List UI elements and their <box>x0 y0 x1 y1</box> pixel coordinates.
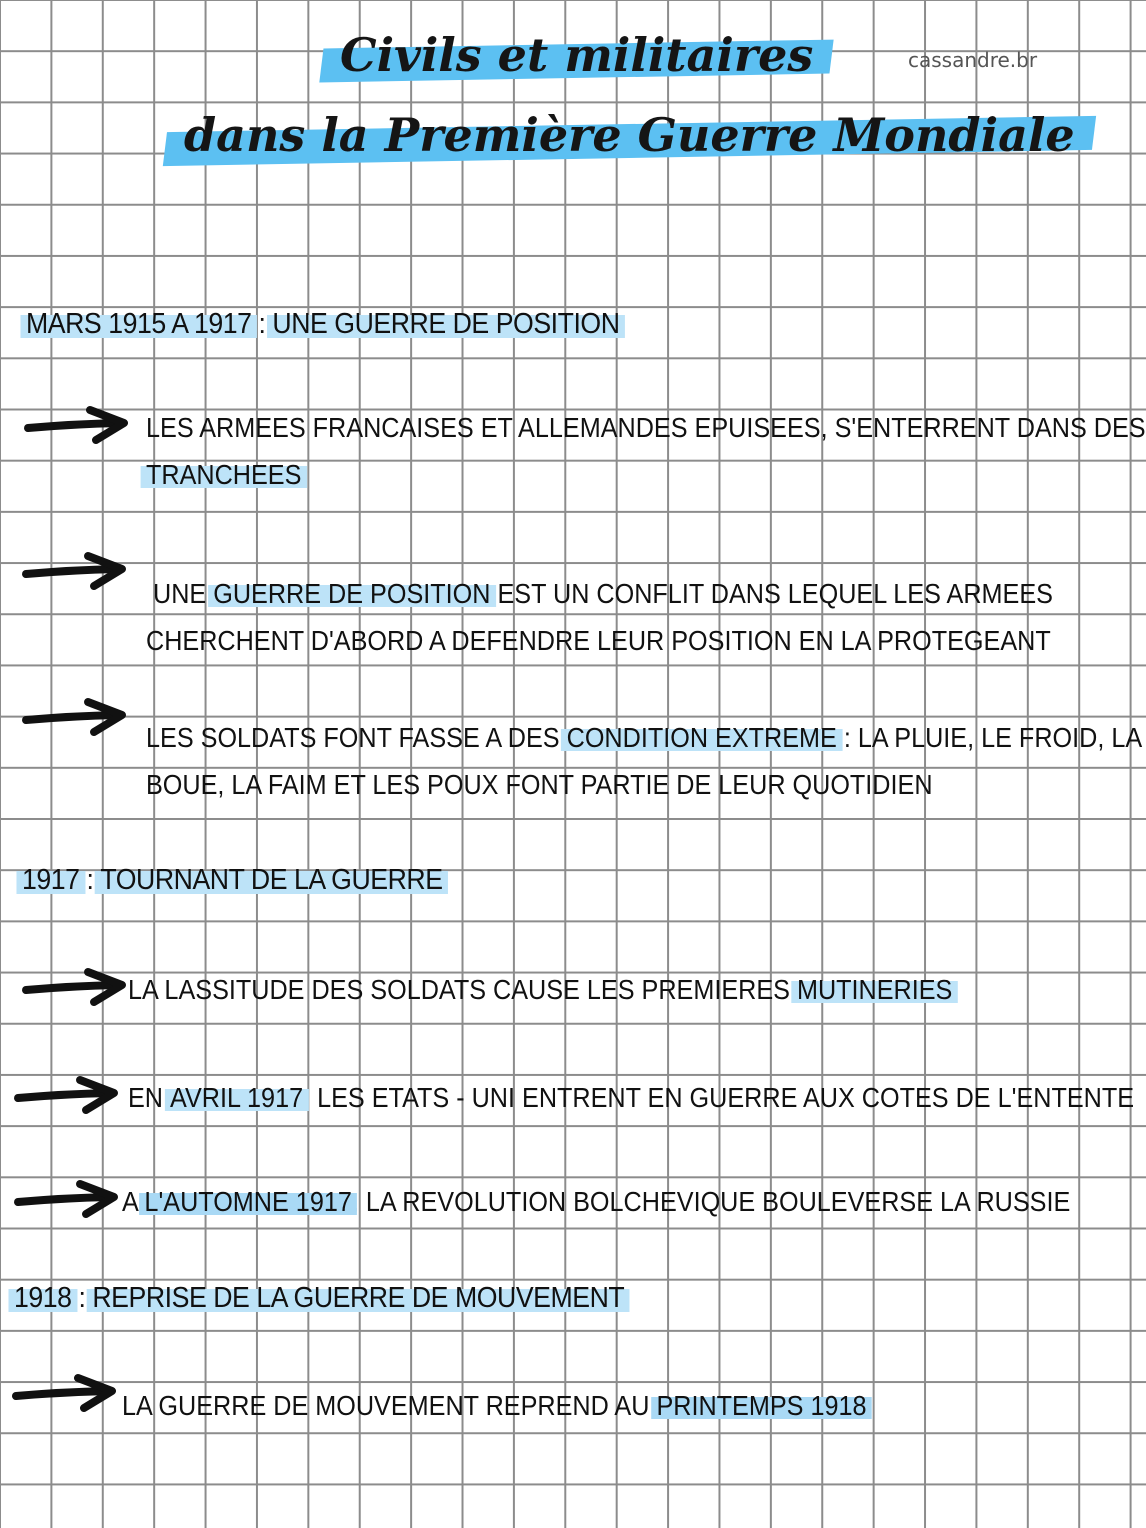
heading-text: REPRISE DE LA GUERRE DE MOUVEMENT <box>92 1282 625 1314</box>
section-heading <box>22 864 443 897</box>
highlight-term: PRINTEMPS 1918 <box>656 1390 867 1421</box>
right-arrow-icon <box>22 968 132 1008</box>
highlight-term: GUERRE DE POSITION <box>213 578 491 609</box>
item-text: LA GUERRE DE MOUVEMENT REPREND AU <box>122 1390 657 1421</box>
item-text: LA LASSITUDE DES SOLDATS CAUSE LES PREMIERES <box>128 974 797 1005</box>
heading-text: UNE GUERRE DE POSITION <box>272 308 620 340</box>
heading-date: 1917 <box>22 864 80 896</box>
title-text-2: dans la Première Guerre Mondiale <box>184 108 1075 162</box>
list-item <box>146 404 1146 498</box>
list-item <box>122 1178 1070 1225</box>
highlight-term: AVRIL 1917 <box>170 1082 304 1113</box>
right-arrow-icon <box>12 1374 122 1414</box>
title-text-1: Civils et militaires <box>340 28 814 82</box>
right-arrow-icon <box>14 1180 124 1220</box>
item-line <box>146 451 1146 498</box>
list-item <box>128 1074 1134 1121</box>
title-line-2 <box>166 108 1093 162</box>
right-arrow-icon <box>22 698 132 738</box>
title-line-1 <box>322 28 831 82</box>
item-text: EN <box>128 1082 171 1113</box>
item-text: : LA PLUIE, LE FROID, LA <box>836 722 1143 753</box>
item-text: , LA REVOLUTION BOLCHEVIQUE BOULEVERSE LA RUSSIE <box>351 1186 1071 1217</box>
right-arrow-icon <box>14 1076 124 1116</box>
highlight-term: TRANCHEES <box>146 459 302 490</box>
heading-text: TOURNANT DE LA GUERRE <box>100 864 443 896</box>
item-line <box>128 966 952 1013</box>
right-arrow-icon <box>22 552 132 592</box>
highlight-term: MUTINERIES <box>796 974 953 1005</box>
item-text: A <box>122 1186 145 1217</box>
watermark: cassandre.br <box>908 48 1038 72</box>
heading-sep: : <box>79 864 101 896</box>
title-highlight <box>166 108 1093 162</box>
list-item <box>128 966 952 1013</box>
heading-sep: : <box>251 308 273 340</box>
item-line <box>122 1382 867 1429</box>
item-line: LES ARMEES FRANCAISES ET ALLEMANDES EPUISEES, S'ENTERRENT DANS DES <box>146 412 1146 443</box>
list-item <box>122 1382 867 1429</box>
heading-date: 1918 <box>14 1282 72 1314</box>
item-text: LES SOLDATS FONT FASSE A DES <box>146 722 567 753</box>
item-line <box>146 714 1142 761</box>
heading-date: MARS 1915 A 1917 <box>26 308 252 340</box>
item-line <box>128 1074 1134 1121</box>
item-line: CHERCHENT D'ABORD A DEFENDRE LEUR POSITION EN LA PROTEGEANT <box>146 625 1051 656</box>
item-line <box>146 570 1053 617</box>
item-line: BOUE, LA FAIM ET LES POUX FONT PARTIE DE LEUR QUOTIDIEN <box>146 769 933 800</box>
list-item <box>146 570 1053 664</box>
heading-sep: : <box>71 1282 93 1314</box>
section-heading <box>26 308 620 341</box>
right-arrow-icon <box>24 406 134 446</box>
list-item <box>146 714 1142 808</box>
item-text: UNE <box>153 578 214 609</box>
item-text: EST UN CONFLIT DANS LEQUEL LES ARMEES <box>490 578 1053 609</box>
highlight-term: CONDITION EXTREME <box>566 722 837 753</box>
item-line <box>122 1178 1070 1225</box>
title-highlight <box>322 28 831 82</box>
item-text: , LES ETATS - UNI ENTRENT EN GUERRE AUX COTES DE L'ENTENTE <box>303 1082 1135 1113</box>
section-heading <box>14 1282 624 1315</box>
highlight-term: L'AUTOMNE 1917 <box>144 1186 352 1217</box>
